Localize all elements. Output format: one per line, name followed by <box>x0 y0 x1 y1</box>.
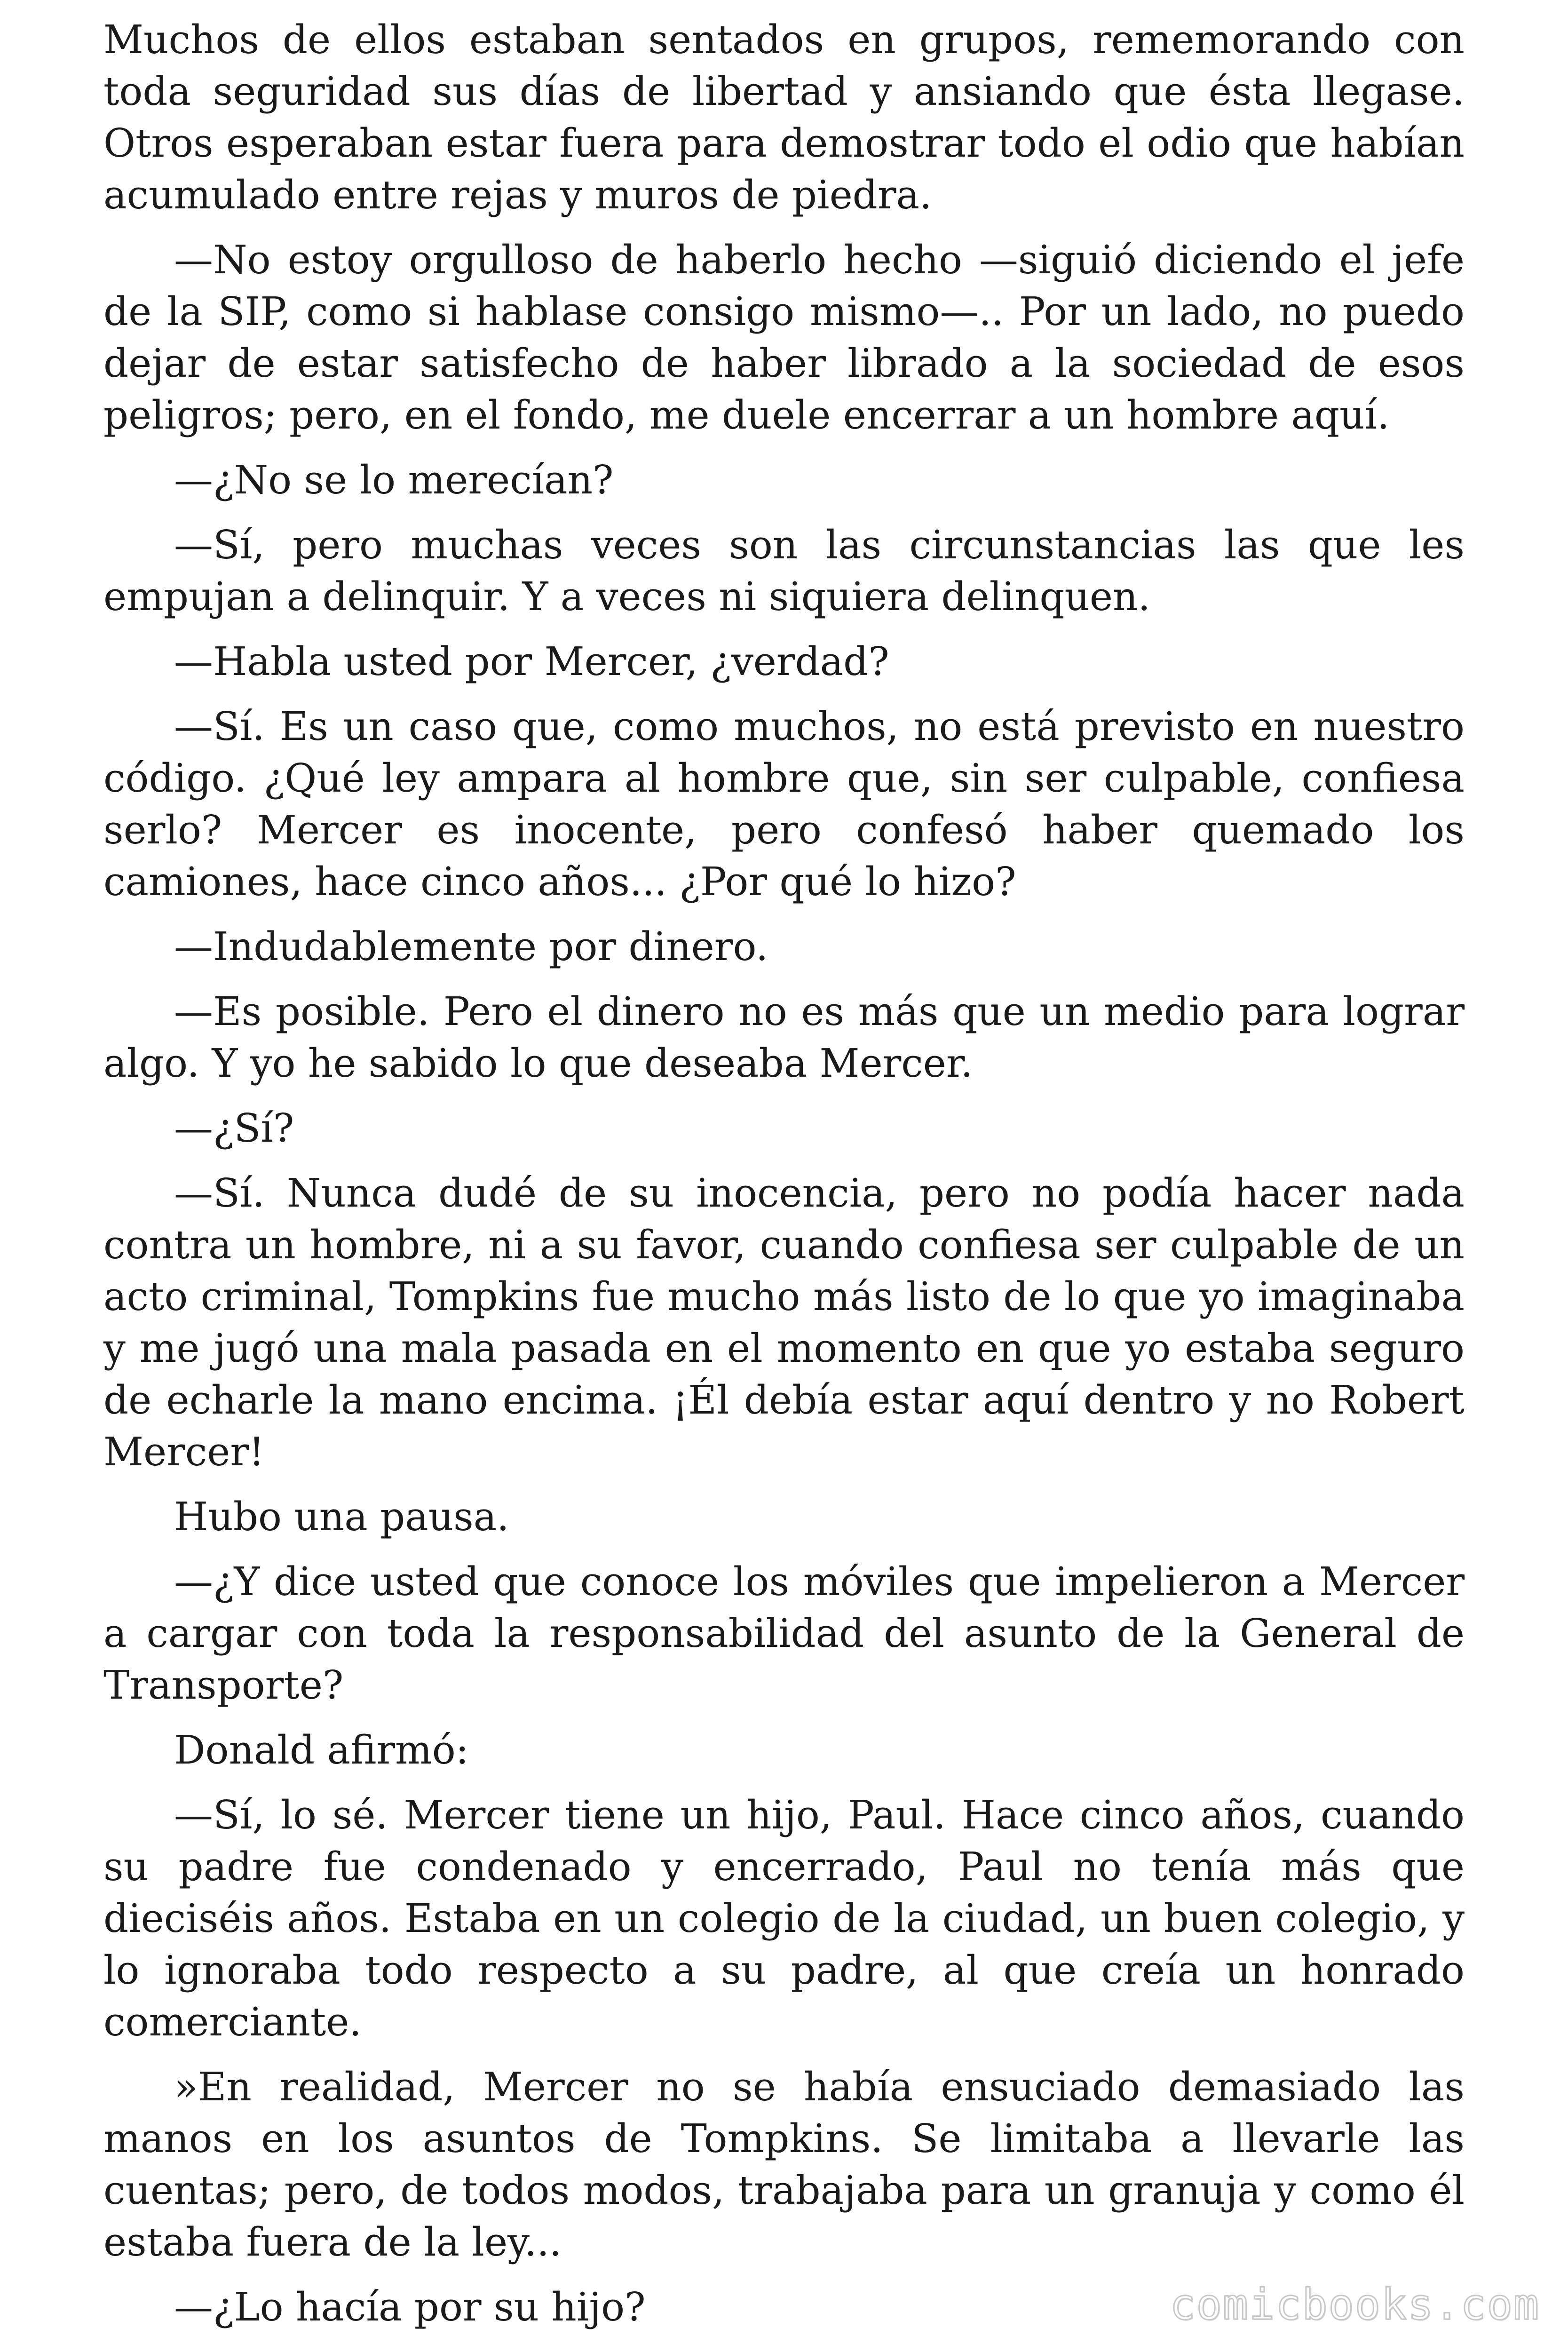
paragraph-14: —Sí, lo sé. Mercer tiene un hijo, Paul. Hace cinco años, cuando su padre fue condenado y encerrado, Paul no tenía más que dieciséis años. Estaba en un colegio de la ciudad, un buen colegio, y lo ignoraba todo respecto a su padre, al que creía un honrado comerciante. <box>103 1792 1465 2045</box>
paragraph-11: Hubo una pausa. <box>174 1494 509 1540</box>
paragraph-2: —No estoy orgulloso de haberlo hecho —siguió diciendo el jefe de la SIP, como si hablase consigo mismo—.. Por un lado, no puedo dejar de estar satisfecho de haber librado a la sociedad de esos peligros; pero, en el fondo, me duele encerrar a un hombre aquí. <box>103 237 1465 438</box>
watermark-text: comicbooks.com <box>1170 2280 1540 2329</box>
paragraph-10: —Sí. Nunca dudé de su inocencia, pero no podía hacer nada contra un hombre, ni a su favor, cuando confiesa ser culpable de un acto criminal, Tompkins fue mucho más listo de lo que yo imaginaba y me jugó una mala pasada en el momento en que yo estaba seguro de echarle la mano encima. ¡Él debía estar aquí dentro y no Robert Mercer! <box>103 1170 1465 1475</box>
paragraph-12: —¿Y dice usted que conoce los móviles que impelieron a Mercer a cargar con toda la responsabilidad del asunto de la General de Transporte? <box>103 1559 1465 1708</box>
paragraph-4: —Sí, pero muchas veces son las circunstancias las que les empujan a delinquir. Y a veces ni siquiera delinquen. <box>103 522 1465 620</box>
paragraph-16: —¿Lo hacía por su hijo? <box>174 2284 646 2330</box>
paragraph-5: —Habla usted por Mercer, ¿verdad? <box>174 639 889 684</box>
paragraph-1: Muchos de ellos estaban sentados en grupos, rememorando con toda seguridad sus días de libertad y ansiando que ésta llegase. Otros esperaban estar fuera para demostrar todo el odio que habían acumulado entre rejas y muros de piedra. <box>103 17 1465 218</box>
paragraph-6: —Sí. Es un caso que, como muchos, no está previsto en nuestro código. ¿Qué ley ampara al hombre que, sin ser culpable, confiesa serlo? Mercer es inocente, pero confesó haber quemado los camiones, hace cinco años... ¿Por qué lo hizo? <box>103 704 1465 905</box>
paragraph-9: —¿Sí? <box>174 1105 294 1151</box>
paragraph-8: —Es posible. Pero el dinero no es más que un medio para lograr algo. Y yo he sabido lo que deseaba Mercer. <box>103 989 1465 1086</box>
book-page-text <box>103 14 1465 2346</box>
paragraph-3: —¿No se lo merecían? <box>174 457 614 503</box>
paragraph-7: —Indudablemente por dinero. <box>174 924 768 969</box>
paragraph-15: »En realidad, Mercer no se había ensuciado demasiado las manos en los asuntos de Tompkins. Se limitaba a llevarle las cuentas; pero, de todos modos, trabajaba para un granuja y como él estaba fuera de la ley... <box>103 2064 1465 2265</box>
paragraph-13: Donald afirmó: <box>174 1727 469 1773</box>
